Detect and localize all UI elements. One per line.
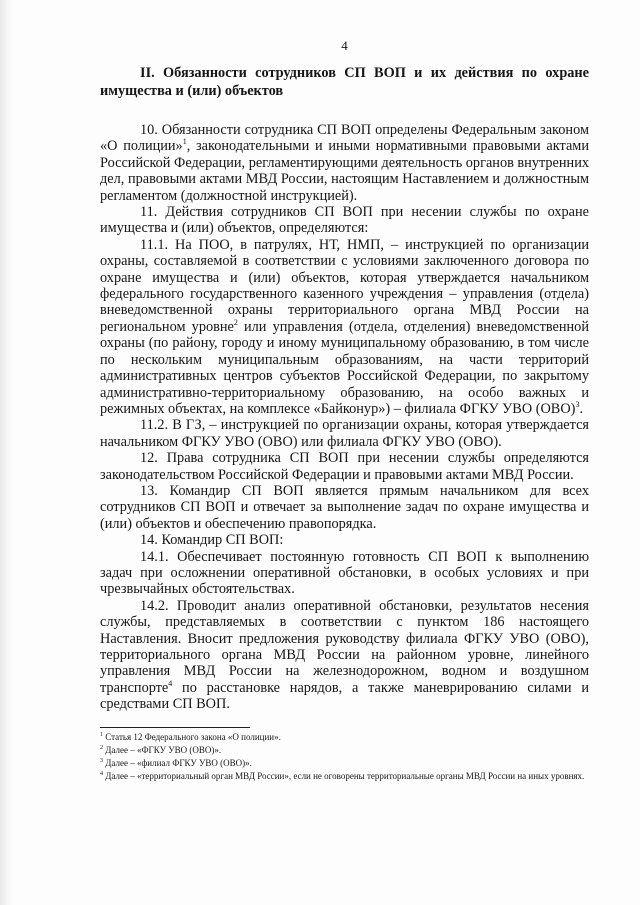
- footnote-ref-2: 2: [233, 318, 238, 328]
- scan-page-edge: [0, 0, 12, 905]
- document-page: [100, 38, 589, 783]
- paragraph-14-1: 14.1. Обеспечивает постоянную готовность СП ВОП к выполнению задач при осложнении оперативной обстановки, в особых условиях и при чрезвычайных обстоятельствах.: [100, 548, 589, 598]
- footnote-ref-1: 1: [182, 137, 187, 147]
- paragraph-11: 11. Действия сотрудников СП ВОП при несении службы по охране имущества и (или) объектов, определяются:: [100, 204, 589, 237]
- footnote-ref-4: 4: [168, 679, 173, 689]
- footnote-2: $^2$ Далее – «ФГКУ УВО (ОВО)».: [100, 744, 222, 755]
- footnote-4: $^4$ Далее – «территориальный орган МВД России», если не оговорены территориальные органы МВД России на иных уровнях.: [100, 770, 585, 781]
- section-heading: II. Обязанности сотрудников СП ВОП и их действия по охране имущества и (или) объектов: [100, 65, 589, 99]
- footnote-3: $^3$ Далее – «филиал ФГКУ УВО (ОВО)».: [100, 757, 252, 768]
- footnote-divider: [100, 727, 250, 728]
- paragraph-12: 12. Права сотрудника СП ВОП при несении службы определяются законодательством Российской Федерации и правовыми актами МВД России.: [100, 450, 589, 483]
- paragraph-11-2: 11.2. В ГЗ, – инструкцией по организации охраны, которая утверждается начальником ФГКУ УВО (ОВО) или филиала ФГКУ УВО (ОВО).: [100, 417, 589, 450]
- paragraph-11-1: 11.1. На ПОО, в патрулях, НТ, НМП, – инструкцией по организации охраны, составляемой в соответствии с условиями заключенного договора по охране имущества и (или) объектов, которая утверждается начальником федерального государственного казенного учреждения – управления (отдела) вневедомственной охраны территориального органа МВД России на региональном уровне$^2$ или управления (отдела, отделения) вневедомственной охраны (по району, городу и иному муниципальному образованию, в том числе по нескольким муниципальным образованиям, на части территорий административных центров субъектов Российской Федерации, по закрытому административно-территориальному образованию, на особо важных и режимных объектах, на комплексе «Байконур») – филиала ФГКУ УВО (ОВО)$^3$.: [100, 236, 589, 417]
- footnote-ref-3: 3: [575, 400, 580, 410]
- footnote-1: $^1$ Статья 12 Федерального закона «О полиции».: [100, 731, 281, 742]
- paragraph-10: 10. Обязанности сотрудника СП ВОП определены Федеральным законом «О полиции»$^1$, законодательными и иными нормативными правовыми актами Российской Федерации, регламентирующими деятельность органов внутренних дел, правовыми актами МВД России, настоящим Наставлением и должностным регламентом (должностной инструкцией).: [100, 122, 590, 204]
- page-number: 4: [341, 38, 348, 53]
- paragraph-14-2: 14.2. Проводит анализ оперативной обстановки, результатов несения службы, представляемых в соответствии с пунктом 186 настоящего Наставления. Вносит предложения руководству филиала ФГКУ УВО (ОВО), территориального органа МВД России на районном уровне, линейного управления МВД России на железнодорожном, водном и воздушном транспорте$^4$ по расстановке нарядов, а также маневрированию силами и средствами СП ВОП.: [100, 597, 589, 713]
- paragraph-14: 14. Командир СП ВОП:: [140, 532, 284, 549]
- paragraph-13: 13. Командир СП ВОП является прямым начальником для всех сотрудников СП ВОП и отвечает за выполнение задач по охране имущества и (или) объектов и обеспечению правопорядка.: [100, 482, 589, 532]
